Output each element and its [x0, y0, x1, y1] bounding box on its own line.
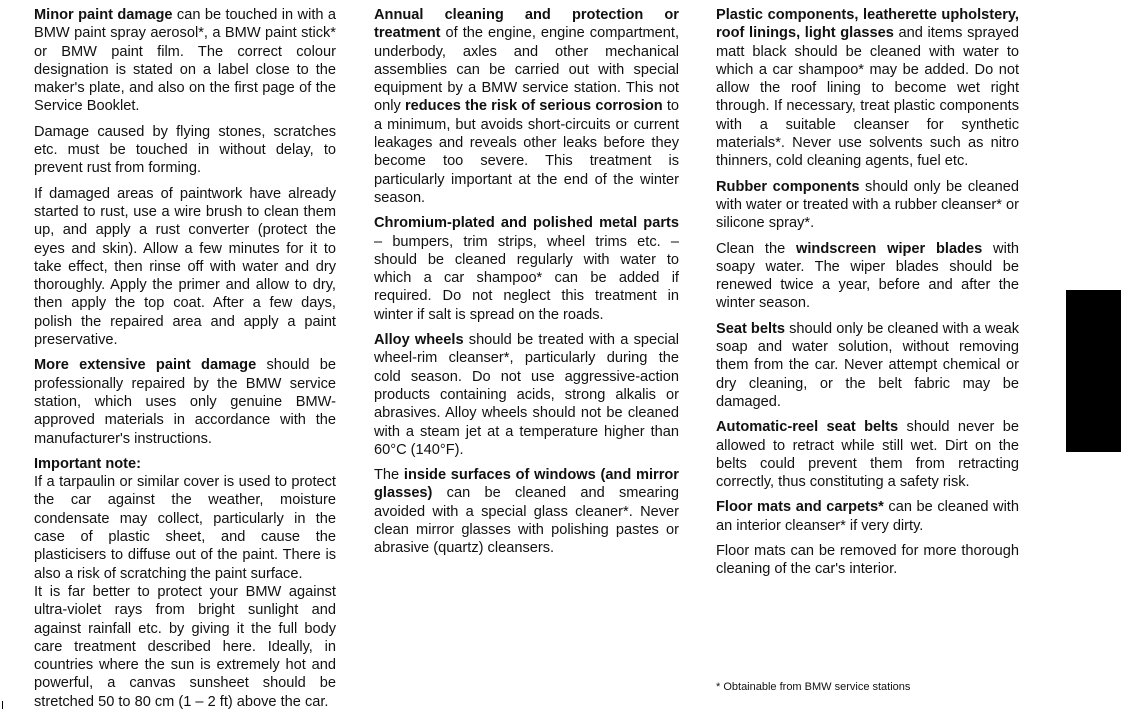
heading-rubber-components: Rubber components: [716, 178, 860, 195]
paragraph-wiper-blades: [716, 240, 1019, 313]
paragraph-sun-protection: [34, 583, 336, 711]
paragraph-flying-stones: [34, 123, 336, 178]
paragraph-important-note: [34, 455, 336, 583]
column-right: [716, 6, 1019, 586]
body-text: The: [374, 467, 404, 484]
body-text: can be cleaned with an interior cleanser* if very dirty.: [716, 499, 1019, 534]
body-text: with soapy water. The wiper blades should be renewed twice a year, before and after the winter season.: [716, 240, 1019, 312]
heading-inside-windows: inside surfaces of windows (and mirror glasses): [374, 467, 679, 502]
heading-extensive-paint-damage: More extensive paint damage: [34, 357, 257, 374]
body-text: If a tarpaulin or similar cover is used to protect the car against the weather, moisture condensate may collect, particularly in the case of plastic sheet, and cause the plasticisers to diffuse out of the paint. There is also a risk of scratching the paint surface.: [34, 474, 336, 582]
paragraph-automatic-reel-belts: [716, 418, 1019, 491]
section-tab-marker: [1066, 290, 1121, 452]
heading-alloy-wheels: Alloy wheels: [374, 332, 464, 349]
paragraph-floor-mats: [716, 498, 1019, 535]
body-text: can be cleaned and smearing avoided with a special glass cleaner*. Never clean mirror glasses with polishing pastes or abrasive (quartz) cleansers.: [374, 485, 679, 557]
body-text: Damage caused by flying stones, scratches etc. must be touched in without delay, to prevent rust from forming.: [34, 123, 336, 177]
body-text: – bumpers, trim strips, wheel trims etc. – should be cleaned regularly with water to which a car shampoo* can be added if required. Do not neglect this treatment in winter if salt is spread on the roads.: [374, 233, 679, 323]
body-text: Floor mats can be removed for more thorough cleaning of the car's interior.: [716, 543, 1019, 578]
heading-floor-mats: Floor mats and carpets*: [716, 499, 884, 516]
heading-automatic-reel-belts: Automatic-reel seat belts: [716, 419, 899, 436]
body-text: should never be allowed to retract while still wet. Dirt on the belts could prevent them from retracting correctly, thus constituting a safety risk.: [716, 419, 1019, 491]
heading-seat-belts: Seat belts: [716, 320, 785, 337]
paragraph-plastic-components: [716, 6, 1019, 171]
column-left: [34, 6, 336, 718]
paragraph-minor-paint-damage: [34, 6, 336, 116]
paragraph-annual-cleaning: [374, 6, 679, 207]
body-text: It is far better to protect your BMW against ultra-violet rays from bright sunlight and against rainfall etc. by giving it the full body care treatment described here. Ideally, in countries where the sun is extremely hot and powerful, a canvas sunsheet should be stretched 50 to 80 cm (1 – 2 ft) above the car.: [34, 583, 336, 710]
body-text: can be touched in with a BMW paint spray aerosol*, a BMW paint stick* or BMW paint film. The correct colour designation is stated on a label close to the maker's plate, and also on the first page of the Service Booklet.: [34, 7, 337, 115]
paragraph-chromium-parts: [374, 214, 679, 324]
paragraph-floor-mats-removal: [716, 542, 1019, 579]
body-text: should be treated with a special wheel-rim cleanser*, particularly during the cold season. Do not use aggressive-action products containing acids, strong alkalis or abrasives. Alloy wheels should not be cleaned with a steam jet at a temperature higher than 60°C (140°F).: [374, 332, 679, 458]
body-text: should be professionally repaired by the BMW service station, which uses only genuine BMW-approved materials in accordance with the manufacturer's instructions.: [34, 357, 336, 447]
paragraph-seat-belts: [716, 320, 1019, 411]
heading-plastic-components: Plastic components, leatherette upholstery, roof linings, light glasses: [716, 7, 1019, 42]
body-text: and items sprayed matt black should be cleaned with water to which a car shampoo* may be added. Do not allow the roof lining to become wet right through. If necessary, treat plastic components with a suitable cleanser for synthetic materials*. Never use solvents such as nitro thinners, cold cleaning agents, fuel etc.: [716, 25, 1019, 170]
body-text: Clean the: [716, 240, 797, 257]
paragraph-rust-repair: [34, 185, 336, 350]
column-middle: [374, 6, 679, 565]
heading-minor-paint-damage: Minor paint damage: [34, 7, 173, 23]
body-text: to a minimum, but avoids short-circuits or current leakages and reveals other leaks before they become too severe. This treatment is particularly important at the end of the winter season.: [374, 98, 680, 206]
heading-important-note: Important note:: [34, 455, 142, 472]
emphasis-corrosion: reduces the risk of serious corrosion: [404, 98, 663, 115]
heading-chromium-parts: Chromium-plated and polished metal parts: [374, 215, 679, 232]
body-text: of the engine, engine compartment, underbody, axles and other mechanical assemblies can be carried out with special equipment by a BMW service station. This not only: [374, 25, 679, 115]
body-text: If damaged areas of paintwork have already started to rust, use a wire brush to clean them up, and apply a rust converter (protect the eyes and skin). Allow a few minutes for it to take effect, then rinse off with water and dry thoroughly. Apply the primer and allow to dry, then apply the top coat. After a few days, polish the repaired area and apply a paint preservative.: [34, 185, 336, 349]
body-text: should only be cleaned with water or treated with a rubber cleanser* or silicone spray*.: [716, 178, 1020, 232]
heading-annual-cleaning: Annual cleaning and protection or treatment: [374, 7, 679, 42]
paragraph-alloy-wheels: [374, 331, 679, 459]
body-text: should only be cleaned with a weak soap and water solution, without removing them from the car. Never attempt chemical or dry cleaning, or the belt fabric may be damaged.: [716, 320, 1019, 410]
footnote: * Obtainable from BMW service stations: [716, 681, 911, 693]
paragraph-inside-windows: [374, 466, 679, 557]
paragraph-extensive-paint-damage: [34, 356, 336, 447]
paragraph-rubber-components: [716, 178, 1019, 233]
margin-tick-mark: [2, 701, 3, 709]
heading-wiper-blades: windscreen wiper blades: [796, 240, 983, 257]
